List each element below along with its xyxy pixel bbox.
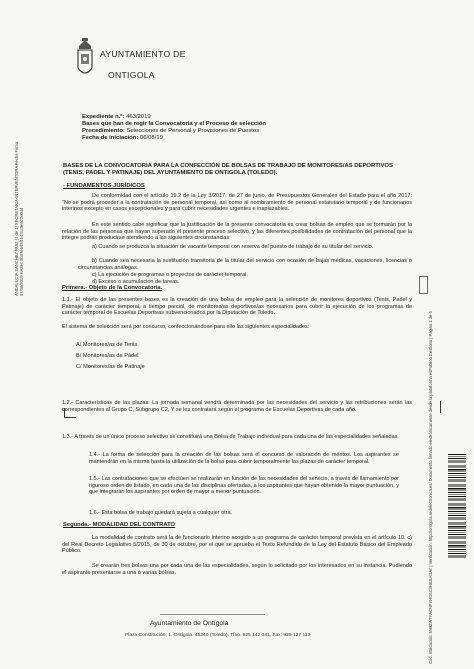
paragraph-1-3: 1.3.- A través de un único proceso selectivo se constituirá una Bolsa de Trabajo individual para cada una de las especialidades señaladas. — [62, 434, 399, 440]
paragraph-1-1: 1.1.- El objeto de las presentes bases es la creación de una bolsa de empleo para la selección de monitores deportivos (Tenis, Padel y Patinaje) de carácter temporal, a tiempo parcial, de monitores/as deportivos/as necesarios para cubrir la ejecución de los programas de carácter temporal de Escuelas Deportivas subvencionados por la Diputación de Toledo. — [62, 297, 412, 317]
coat-of-arms-icon — [74, 36, 96, 82]
footer-divider — [160, 614, 265, 615]
paragraph-1-2: 1.2.- Características de las plazas: La jornada semanal vendrá determinada por las necesidades del servicio y las retribuciones serán las correspondientes al Grupo C, Subgrupo C2, Y se les contratará según el programa de Escuelas Deportivas de cada año. — [62, 400, 412, 413]
circumstance-c: c) La ejecución de programas o proyectos de carácter temporal. — [92, 272, 248, 278]
paragraph-2-1: La modalidad de contrato será la de funcionario interino acogido a un programa de carácter temporal prevista en el artículo 10. c) del Real Decreto Legislativo 5/2015, de 30 de octubre, por el que se aprueba el Texto Refundido de la Ley del Estatuto Básico del Empleado Público. — [62, 535, 412, 555]
segunda-heading: Segunda.- MODALIDAD DEL CONTRATO — [63, 522, 176, 528]
fecha-label: Fecha de iniciación: — [82, 134, 139, 141]
file-metadata — [82, 114, 266, 142]
paragraph-1-5: 1.5.- Las contrataciones que se efectúen se realizarán en función de las necesidades del servicio, a través de llamamiento por riguroso orden de listado, en cada una de las disciplinas ofertadas, a los aspirantes que hayan obtenido la mayor puntuación, y que integrarán los aspirantes por orden de mayor a menor puntuación. — [89, 476, 399, 496]
circumstance-a: a) Cuando se produzca la situación de vacante temporal con reserva del puesto de trabajo de su titular del servicio. — [92, 244, 374, 250]
signature-text: ANDALUCIA SANCHEZ RUIZ (1 de 1) SECRETARIA-INTERVENTORA Fecha Firma: 07/08/2019 HASH: 5b07e5d5f1b43cc9ea22e04d — [14, 140, 24, 296]
expediente-value: 463/2019 — [126, 114, 151, 120]
bases-line: Bases que han de regir la Convocatoria y el Proceso de selección — [82, 120, 266, 127]
stamp-mark — [419, 276, 428, 294]
paragraph-1-1-b: El sistema de selección será por concurso, confeccionándose para ello las siguientes especialidades: — [62, 324, 310, 330]
paragraph-legal-basis: De conformidad con el artículo 19.2 de la Ley 3/2017, de 27 de junio, de Presupuestos Generales del Estado para el año 2017: "No se podrá proceder a la contratación de personal temporal, así como al nombramiento de personal estatutario temporal y de funcionarios interinos excepto en casos excepcionales y para cubrir necesidades urgentes e inaplazables. — [62, 193, 412, 213]
procedimiento-value: Selecciones de Personal y Provisiones de Puestos — [126, 127, 260, 134]
primera-heading: Primera.- Objeto de la Convocatoria. — [62, 285, 163, 291]
fundamentos-heading: - FUNDAMENTOS JURÍDICOS — [63, 183, 145, 189]
paragraph-2-2: Se crearán tres bolsas una por cada una de las especialidades, según lo solicitado por los interesados en su instancia. Pudiendo el aspirante presentarse a una o varias bolsas. — [62, 563, 412, 576]
circumstance-b: b) Cuando sea necesaria la sustitución transitoria de la titular del servicio con ocasión de bajas médicas, vacaciones, licencias o circunstancias análogas. — [78, 258, 412, 271]
paragraph-justification: En este sentido cabe significar que la justificación de la presente convocatoria es crear bolsas de empleo que se formarán por la relación de las personas que hayan superado el presente proceso selectivo, y las diferentes posibilidades de contratación del personal que la integre podrán producirse atendiendo a las siguientes circunstancias: — [62, 222, 412, 242]
document-title: BASES DE LA CONVOCATORIA PARA LA CONFECCIÓN DE BOLSAS DE TRABAJO DE MONITORES/AS DEPORTIVOS (TENIS, PADEL Y PATINAJE) DEL AYUNTAMIENTO DE ONTIGOLA (TOLEDO). — [63, 163, 393, 177]
paragraph-1-4: 1.4.- La forma de selección para la creación de las bolsas será el concurso de valoración de méritos. Los aspirantes se mantendrán en la misma hasta la utilización de la bolsa para cubrir temporalmente las plazas de carácter temporal. — [89, 452, 399, 465]
list-item: B/ Monitores/as de Pádel — [76, 353, 139, 359]
expediente-label: Expediente n.º: — [82, 114, 125, 120]
signature-margin — [0, 136, 44, 296]
list-item: A/ Monitores/as de Tenis — [76, 342, 138, 348]
org-place: ONTIGOLA — [108, 70, 155, 80]
procedimiento-label: Procedimiento: — [82, 127, 125, 134]
circumstance-d: d) Exceso o acumulación de tareas. — [92, 279, 180, 285]
validation-text: Cód. Validación: 5N9ZWTFACNFYHG6C3H6JLK2AT | Verificación: http://ontigola.sedelectronica.es/ Documento firmado electrónicamente desde la plataforma esPublico Gestiona | Página 1 de 6 — [428, 311, 433, 664]
list-item: C/ Monitores/as de Patinaje — [76, 364, 145, 370]
fecha-value: 06/08/19 — [139, 134, 163, 141]
footer-org: Ayuntamiento de Ontígola — [150, 620, 229, 627]
paragraph-1-6: 1.6.- Esta bolsa de trabajo quedará sujeta a cualquier otra. — [89, 510, 233, 516]
barcode — [448, 454, 466, 559]
org-name: AYUNTAMIENTO DE — [100, 49, 186, 59]
footer-address: Plaza Constitución, 1, Ontígola. 45340 (Toledo). Tfno. 925 142 041. Fax: 925 127 113 — [125, 633, 311, 638]
specialty-list — [76, 340, 145, 373]
